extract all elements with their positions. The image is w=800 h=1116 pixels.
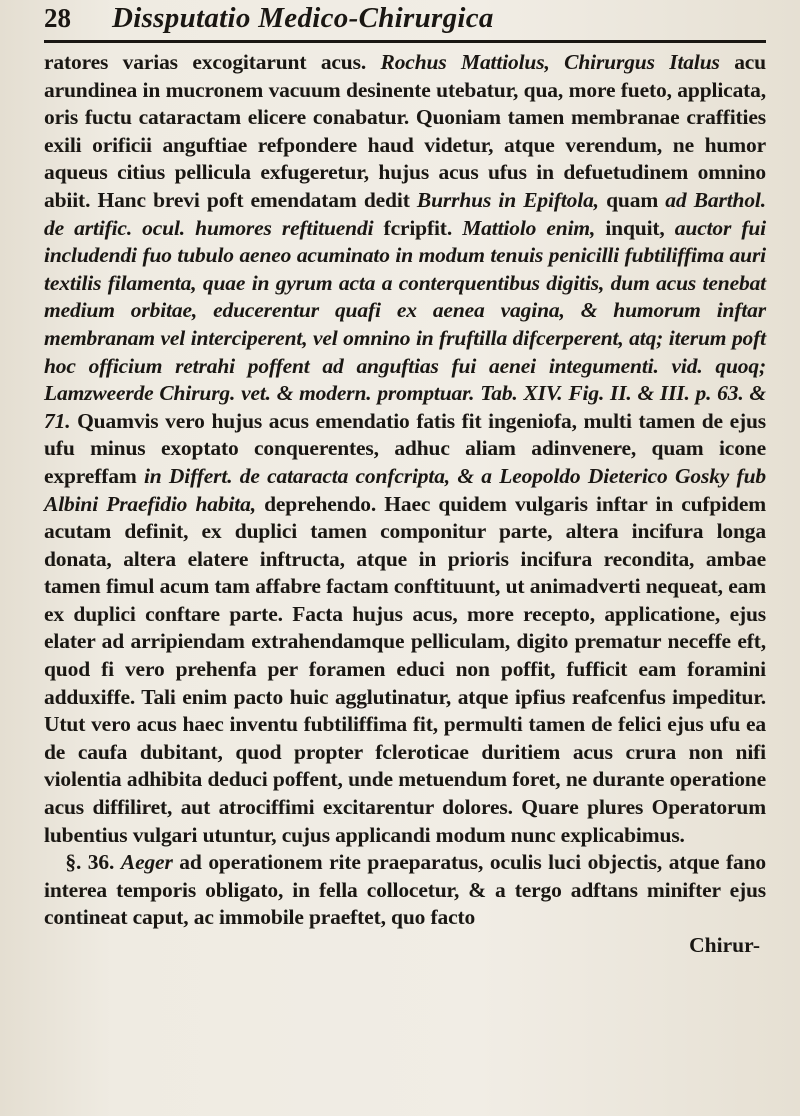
text-run: quam (598, 187, 666, 212)
text-run: inquit, (595, 215, 675, 240)
italic-run: auctor fui includendi fuo tubulo aeneo acuminato in modum tenuis penicilli fubtiliffima auri textilis filamenta, quae in gyrum acta a conterquentibus digitis, dum acus tenebat medium orbitae, educerentur quafi ex aenea vagina, & humorum inftar membranam vel interciperent, vel omnino in fruftilla difcerperent, atq; iterum poft hoc officium retrahi poffent ad anguftias fui aenei integumenti. vid. quoq; Lamzweerde Chirurg. vet. & modern. promptuar. Tab. XIV. Fig. II. & III. p. 63. & 71. (44, 215, 766, 433)
header-rule (44, 40, 766, 43)
italic-run: Rochus Mattiolus, Chirurgus Italus (380, 50, 720, 74)
italic-run: ad Barthol. de artific. ocul. humores reftituendi (44, 187, 766, 240)
text-run: fcripfit. (373, 215, 463, 240)
catchword: Chirur- (689, 933, 760, 957)
text-run: ratores varias excogitarunt acus. (44, 50, 381, 74)
paragraph-2 (44, 849, 766, 932)
italic-run: Burrhus in Epiftola, (416, 187, 599, 212)
italic-run: in Differt. de cataracta confcripta, & a Leopoldo Dieterico Gosky fub Albini Praefidio habita, (44, 463, 766, 516)
paragraph-1 (44, 49, 766, 849)
text-run: ad operationem rite praeparatus, oculis luci objectis, atque fano interea temporis obligato, in fella collocetur, & a tergo adftans minifter ejus contineat caput, ac immobile praeftet, quo facto (44, 850, 766, 930)
page-number: 28 (44, 3, 71, 33)
text-run: deprehendo. Haec quidem vulgaris inftar in cufpidem acutam definit, ex duplici tamen componitur parte, altera incifura longa donata, altera elatere inftructa, atque in prioris incifura recondita, ambae tamen fimul acum tam affabre factam conftituunt, ut animadverti nequeat, eam ex duplici conftare parte. Facta hujus acus, more recepto, applicatione, ejus elater ad arripiendam extrahendamque pelliculam, digito prematur neceffe eft, quod fi vero prehenfa per foramen educi non poffit, fufficit eam foramini adduxiffe. Tali enim pacto huic agglutinatur, atque ipfius reafcenfus impeditur. Utut vero acus haec inventu fubtiliffima fit, permulti tamen de felici ejus ufu ea de caufa dubitant, quod propter fcleroticae duritiem acus crura non nifi violentia adhibita deduci poffent, unde metuendum foret, ne durante operatione acus diffiliret, aut atrociffimi excitarentur dolores. Quare plures Operatorum lubentius vulgari utuntur, cujus applicandi modum nunc explicabimus. (44, 491, 766, 847)
text-run: Quamvis vero hujus acus emendatio fatis fit ingeniofa, multi tamen de ejus ufu minus exoptato conquerentes, adhuc aliam adinvenere, quam icone expreffam (44, 408, 766, 488)
section-mark: §. 36. (65, 850, 121, 875)
body-text (44, 49, 766, 932)
running-title: Dissputatio Medico-Chirurgica (112, 2, 494, 34)
italic-run: Aeger (120, 850, 173, 875)
running-head (44, 2, 766, 40)
text-run: acu arundinea in mucronem vacuum desinente utebatur, qua, more fueto, applicata, oris fuctu cataractam elicere conabatur. Quoniam tamen membranae craffities exili orificii anguftiae refpondere haud videtur, atque verendum, ne humor aqueus citius pellicula exfugeretur, hujus acus ufus in defuetudinem omnino abiit. Hanc brevi poft emendatam dedit (44, 50, 766, 212)
italic-run: Mattiolo enim, (462, 215, 596, 240)
